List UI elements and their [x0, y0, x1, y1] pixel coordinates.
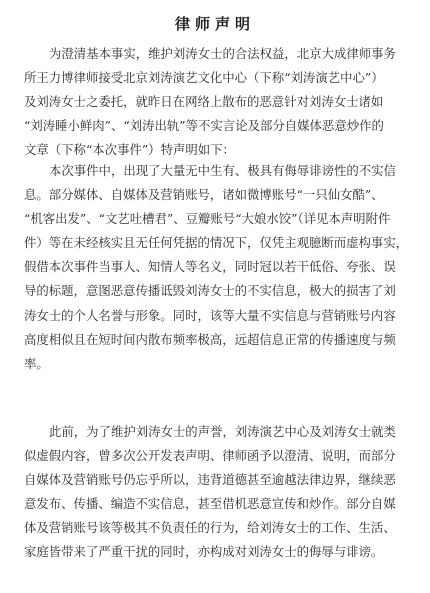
paragraph-line: 导的标题，意图恶意传播诋毁刘涛女士的不实信息，极大的损害了刘	[24, 283, 396, 299]
paragraph-line: 此前，为了维护刘涛女士的声誉，刘涛演艺中心及刘涛女士就类	[49, 424, 396, 439]
paragraph-line: 文章（下称“本次事件”）特声明如下：	[24, 142, 235, 158]
paragraph-history	[24, 420, 410, 565]
paragraph-line: 自媒体及营销账号仍忘乎所以，违背道德甚至逾越法律边界，继续恶	[24, 472, 396, 488]
paragraph-line: 息。部分媒体、自媒体及营销账号，诸如微博账号“一只仙女酷”、	[24, 187, 384, 203]
paragraph-line: 本次事件中，出现了大量无中生有、极具有侮辱诽谤性的不实信	[49, 163, 396, 178]
paragraph-line: 率。	[24, 355, 49, 371]
paragraph-line: 所王力博律师接受北京刘涛演艺文化中心（下称“刘涛演艺中心”）	[24, 70, 384, 86]
paragraph-line: 高度相似且在短时间内散布频率极高，远超信息正常的传播速度与频	[24, 331, 396, 347]
document-title: 律师声明	[174, 15, 255, 33]
paragraph-line: 假借本次事件当事人、知情人等名义，同时冠以若干低俗、夸张、误	[24, 259, 396, 275]
paragraph-line: 涛女士的个人名誉与形象。同时，该等大量不实信息与营销账号内容	[24, 307, 396, 323]
paragraph-line: 意发布、传播、编造不实信息，甚至借机恶意宣传和炒作。部分自媒	[24, 496, 396, 512]
paragraph-incident	[24, 159, 410, 376]
paragraph-line: 似虚假内容，曾多次公开发表声明、律师函予以澄清、说明，而部分	[24, 448, 396, 464]
paragraph-line: 体及营销账号该等极其不负责任的行为，给刘涛女士的工作、生活、	[24, 520, 396, 536]
paragraph-intro	[24, 42, 410, 162]
paragraph-line: 及刘涛女士之委托，就昨日在网络上散布的恶意针对刘涛女士诸如	[24, 94, 384, 110]
paragraph-line: “机客出发”、“文艺吐槽君”、豆瓣账号“大娘水饺”（详见本声明附件	[24, 211, 391, 227]
paragraph-line: 为澄清基本事实，维护刘涛女士的合法权益，北京大成律师事务	[49, 46, 396, 61]
paragraph-line: “刘涛睡小鲜肉”、“刘涛出轨”等不实言论及部分自媒体恶意炒作的	[24, 118, 384, 134]
paragraph-line: 家庭皆带来了严重干扰的同时，亦构成对刘涛女士的侮辱与诽谤。	[24, 544, 384, 560]
paragraph-line: 件）等在未经核实且无任何凭据的情况下，仅凭主观臆断而虚构事实，	[24, 235, 409, 251]
